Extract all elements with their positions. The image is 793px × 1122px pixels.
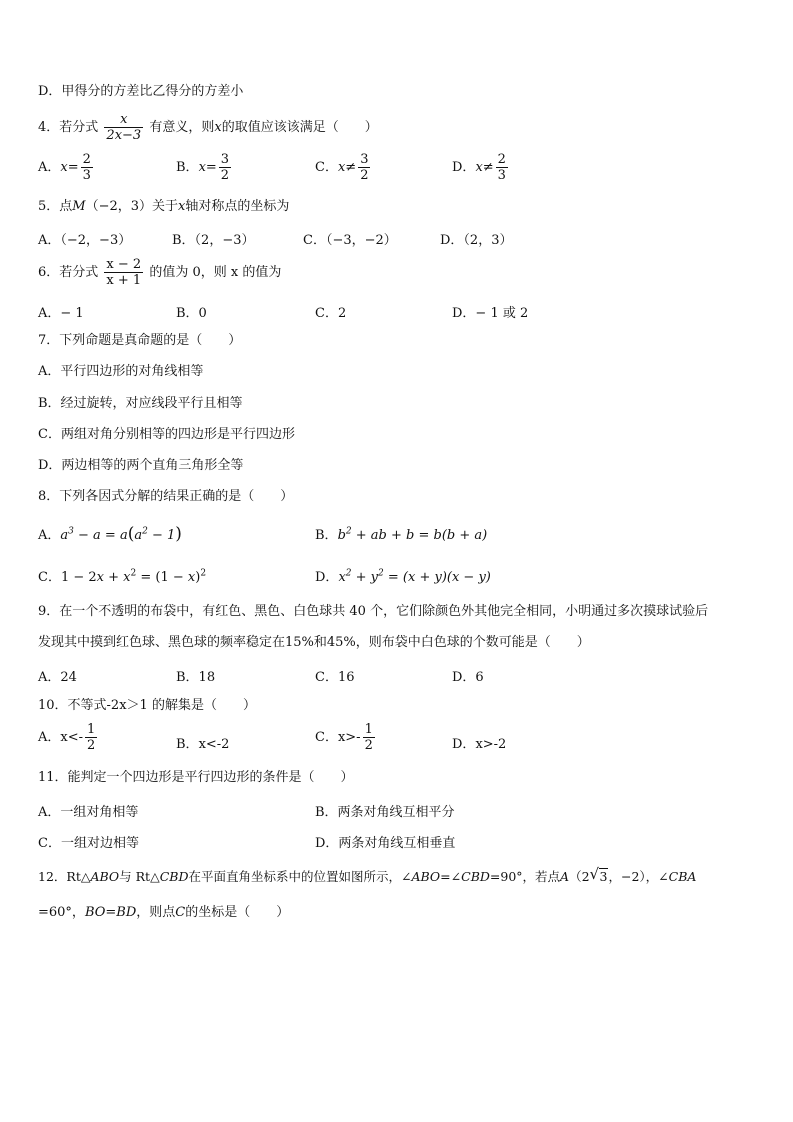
q5-stem [38,198,289,216]
q9-option-d: D．6 [452,670,484,685]
q8-b-expr: $b^2$ + ab + b = b(b + a) [337,526,488,543]
q4-a-frac [81,152,93,183]
q12-point-a: A [560,869,570,884]
q4-b-den: 2 [220,168,230,183]
q8-c-label: C． [38,570,61,585]
q6-tail: 的值为 0，则 x 的值为 [149,265,282,280]
q11-option-a: A．一组对角相等 [38,805,139,820]
q12-l2-a: =60°， [38,905,85,920]
q12-line2 [38,904,289,922]
q9-option-a: A．24 [38,670,77,685]
q8-option-a [38,524,182,544]
q10-b-text: x<-2 [198,737,230,752]
q10-c-frac [363,722,375,753]
sqrt-icon: √ [589,865,600,883]
q5-tail: 轴对称点的坐标为 [185,199,290,214]
q5-option-a: A．（−2，−3） [38,233,132,248]
q12-sqrt [589,865,609,886]
q7-option-b: B．经过旋转，对应线段平行且相等 [38,396,243,411]
q6-option-c: C．2 [315,306,347,321]
q7-option-c: C．两组对角分别相等的四边形是平行四边形 [38,427,295,442]
q10-c-text: x>- [337,730,361,745]
q11-option-d: D．两条对角线互相垂直 [315,836,456,851]
q10-a-label: A． [38,730,61,745]
q10-a-frac [85,722,97,753]
q8-option-c [38,566,206,585]
q5-option-d: D．（2，3） [440,233,513,248]
q5-mid: （−2，3）关于 [85,199,179,214]
q4-frac-den: 2x−3 [106,128,142,143]
q12-bo: BO [84,905,106,920]
q8-option-d [315,566,491,585]
q12-l2-c: 的坐标是（ ） [185,905,290,920]
q10-a-den: 2 [87,738,96,753]
q7-option-d: D．两边相等的两个直角三角形全等 [38,458,244,473]
q10-stem: 10．不等式-2x＞1 的解集是（ ） [38,698,256,713]
q3-option-d: D．甲得分的方差比乙得分的方差小 [38,84,244,99]
q9-line2: 发现其中摸到红色球、黑色球的频率稳定在15%和45%，则布袋中白色球的个数可能是（ ） [38,635,590,650]
q5-option-b: B．（2，−3） [172,233,255,248]
q6-option-d: D．− 1 或 2 [452,306,529,321]
q4-b-label: B． [176,160,199,175]
q8-option-b [315,524,487,543]
q4-var: x [214,120,222,135]
q12-eq: =∠ [440,869,462,884]
q6-frac-den: x + 1 [106,273,142,288]
q4-c-num: 3 [360,152,369,167]
q4-a-lhs: x= [60,160,79,175]
q4-d-label: D． [452,160,476,175]
q4-option-c [315,152,372,183]
q5-pre: 5．点 [38,199,73,214]
q12-radicand: 3 [599,869,608,884]
q8-d-expr: $x^2 + y^2 = (x + y)(x - y)$ [338,568,491,585]
q5-axis: x [178,199,186,214]
q4-c-frac [358,152,370,183]
q9-line1: 9．在一个不透明的布袋中，有红色、黑色、白色球共 40 个，它们除颜色外其他完全相同，小明通过多次摸球试验后 [38,604,709,619]
q11-option-c: C．一组对边相等 [38,836,139,851]
q12-l1-c: 在平面直角坐标系中的位置如图所示，∠ [188,869,412,884]
q4-a-label: A． [38,160,61,175]
q12-l1-b: 与 Rt△ [119,869,160,884]
q7-stem: 7．下列命题是真命题的是（ ） [38,333,242,348]
q12-abo: ABO [90,869,120,884]
q4-b-frac [219,152,231,183]
q10-b-label: B． [176,737,199,752]
q12-point-c: C [175,905,186,920]
q12-l1-d: =90°，若点 [489,869,561,884]
q12-cba: CBA [668,869,697,884]
q6-option-b: B．0 [176,306,207,321]
q12-line1 [38,865,697,886]
q10-a-text: x<- [60,730,84,745]
q4-c-label: C． [315,160,338,175]
q4-frac-num: x [120,112,128,127]
q12-abo2: ABO [411,869,441,884]
q8-b-label: B． [315,528,338,543]
q10-c-label: C． [315,730,338,745]
q8-c-expr: $1 - 2x + x^2 = (1 - x)^2$ [60,568,207,585]
q4-a-num: 2 [82,152,91,167]
q9-option-c: C．16 [315,670,355,685]
q5-point: M [72,199,86,214]
q8-a-expr: $a^3 - a = a(a^2 - 1)$ [60,524,182,544]
q12-bd: BD [116,905,137,920]
q4-b-num: 3 [220,152,230,167]
q11-stem: 11．能判定一个四边形是平行四边形的条件是（ ） [38,770,354,785]
q10-option-a [38,722,99,753]
q6-fraction [104,257,143,288]
q12-coord-pre: （2 [569,869,590,884]
q4-stem [38,112,378,144]
q10-a-num: 1 [87,722,96,737]
q4-fraction [104,112,143,143]
q8-stem: 8．下列各因式分解的结果正确的是（ ） [38,489,294,504]
q4-option-a [38,152,95,183]
q4-tail2: 的取值应该该满足（ ） [221,120,378,135]
q10-option-c [315,722,377,753]
q6-option-a: A．− 1 [38,306,84,321]
q4-d-lhs: x≠ [475,160,494,175]
q4-c-den: 2 [360,168,369,183]
q9-option-b: B．18 [176,670,216,685]
q10-option-b [176,733,229,752]
q4-a-den: 3 [82,168,91,183]
q10-d-text: x>-2 [475,737,507,752]
q6-stem [38,257,281,289]
q4-option-d [452,152,510,183]
q4-tail: 有意义，则 [149,120,215,135]
q12-l2-b: ，则点 [136,905,176,920]
q4-d-num: 2 [497,152,506,167]
q6-pre: 6．若分式 [38,265,99,280]
q4-b-lhs: x= [198,160,217,175]
q7-option-a: A．平行四边形的对角线相等 [38,364,204,379]
q11-option-b: B．两条对角线互相平分 [315,805,455,820]
q10-d-label: D． [452,737,476,752]
q4-number: 4．若分式 [38,120,99,135]
q12-eq2: = [105,905,117,920]
q12-l1-a: 12．Rt△ [38,869,91,884]
q4-d-frac [496,152,508,183]
q12-cbd: CBD [159,869,189,884]
q6-frac-num: x − 2 [106,257,142,272]
q8-d-label: D． [315,570,339,585]
q8-a-label: A． [38,528,61,543]
q12-cbd2: CBD [461,869,490,884]
q4-c-lhs: x≠ [337,160,357,175]
q10-c-den: 2 [364,738,373,753]
q10-option-d [452,733,506,752]
q10-c-num: 1 [364,722,373,737]
q12-coord-post: ，−2），∠ [608,869,669,884]
q4-d-den: 3 [497,168,506,183]
q4-option-b [176,152,233,183]
q5-option-c: C．（−3，−2） [303,233,397,248]
